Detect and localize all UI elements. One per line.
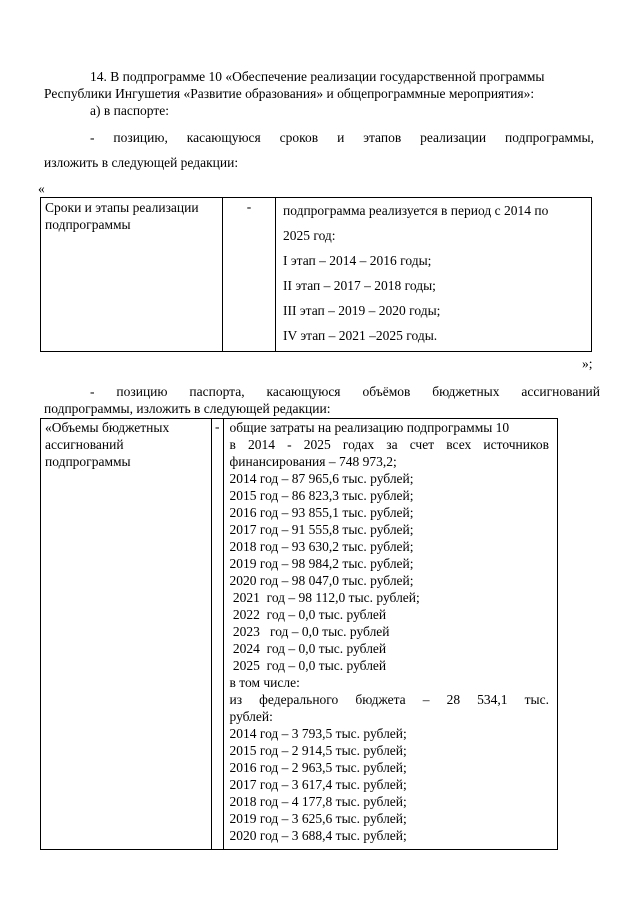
budget-line-2: подпрограммы, изложить в следующей редакции: [44, 401, 331, 416]
terms-line: II этап – 2017 – 2018 годы; [283, 278, 436, 293]
federal-year-line: 2020 год – 3 688,4 тыс. рублей; [229, 828, 407, 843]
terms-content [276, 198, 592, 352]
close-quote: »; [582, 356, 593, 371]
federal-year-line: 2015 год – 2 914,5 тыс. рублей; [229, 743, 407, 758]
federal-year-line: 2016 год – 2 963,5 тыс. рублей; [229, 760, 407, 775]
budget-table [40, 418, 558, 850]
budget-content [223, 419, 558, 850]
budget-year-line: 2021 год – 98 112,0 тыс. рублей; [229, 590, 420, 605]
budget-year-line: 2018 год – 93 630,2 тыс. рублей; [229, 539, 414, 554]
budget-year-line: 2016 год – 93 855,1 тыс. рублей; [229, 505, 414, 520]
budget-year-line: 2024 год – 0,0 тыс. рублей [229, 641, 387, 656]
intro-edition-line: изложить в следующей редакции: [44, 155, 239, 170]
budget-line-1: - позицию паспорта, касающуюся объёмов бюджетных ассигнований [90, 384, 600, 399]
intro-position-line: - позицию, касающуюся сроков и этапов реализации подпрограммы, [90, 130, 594, 145]
budget-year-line: 2014 год – 87 965,6 тыс. рублей; [229, 471, 414, 486]
budget-total-line: финансирования – 748 973,2; [229, 454, 397, 469]
intro-line-2: Республики Ингушетия «Развитие образования» и общепрограммные мероприятия»: [44, 86, 535, 101]
budget-dash: - [212, 419, 224, 850]
terms-line: I этап – 2014 – 2016 годы; [283, 253, 432, 268]
budget-year-line: 2022 год – 0,0 тыс. рублей [229, 607, 387, 622]
federal-budget-line: рублей: [229, 709, 273, 724]
terms-table [40, 197, 592, 352]
budget-total-line: общие затраты на реализацию подпрограммы 10 [229, 420, 510, 435]
budget-year-line: 2019 год – 98 984,2 тыс. рублей; [229, 556, 414, 571]
federal-year-line: 2017 год – 3 617,4 тыс. рублей; [229, 777, 407, 792]
federal-year-line: 2014 год – 3 793,5 тыс. рублей; [229, 726, 407, 741]
budget-year-line: 2015 год – 86 823,3 тыс. рублей; [229, 488, 414, 503]
budget-year-line: 2020 год – 98 047,0 тыс. рублей; [229, 573, 414, 588]
federal-year-line: 2019 год – 3 625,6 тыс. рублей; [229, 811, 407, 826]
budget-label: «Объемы бюджетных ассигнований подпрограммы [41, 419, 212, 850]
budget-year-line: 2025 год – 0,0 тыс. рублей [229, 658, 387, 673]
federal-year-line: 2018 год – 4 177,8 тыс. рублей; [229, 794, 407, 809]
budget-total-line: в 2014 - 2025 годах за счет всех источников [229, 437, 549, 452]
terms-line: 2025 год: [283, 228, 336, 243]
budget-paragraph [44, 383, 600, 417]
intro-subitem: а) в паспорте: [90, 103, 170, 118]
federal-budget-line: из федерального бюджета – 28 534,1 тыс. [229, 692, 549, 707]
terms-dash: - [223, 198, 276, 352]
terms-line: подпрограмма реализуется в период с 2014 по [283, 203, 549, 218]
terms-line: III этап – 2019 – 2020 годы; [283, 303, 441, 318]
intro-line-1: 14. В подпрограмме 10 «Обеспечение реализации государственной программы [90, 69, 545, 84]
budget-year-line: 2023 год – 0,0 тыс. рублей [229, 624, 390, 639]
open-quote: « [38, 181, 45, 196]
intro-paragraph [44, 68, 600, 102]
terms-label: Сроки и этапы реализации подпрограммы [41, 198, 223, 352]
budget-including: в том числе: [229, 675, 300, 690]
budget-year-line: 2017 год – 91 555,8 тыс. рублей; [229, 522, 414, 537]
terms-line: IV этап – 2021 –2025 годы. [283, 328, 438, 343]
